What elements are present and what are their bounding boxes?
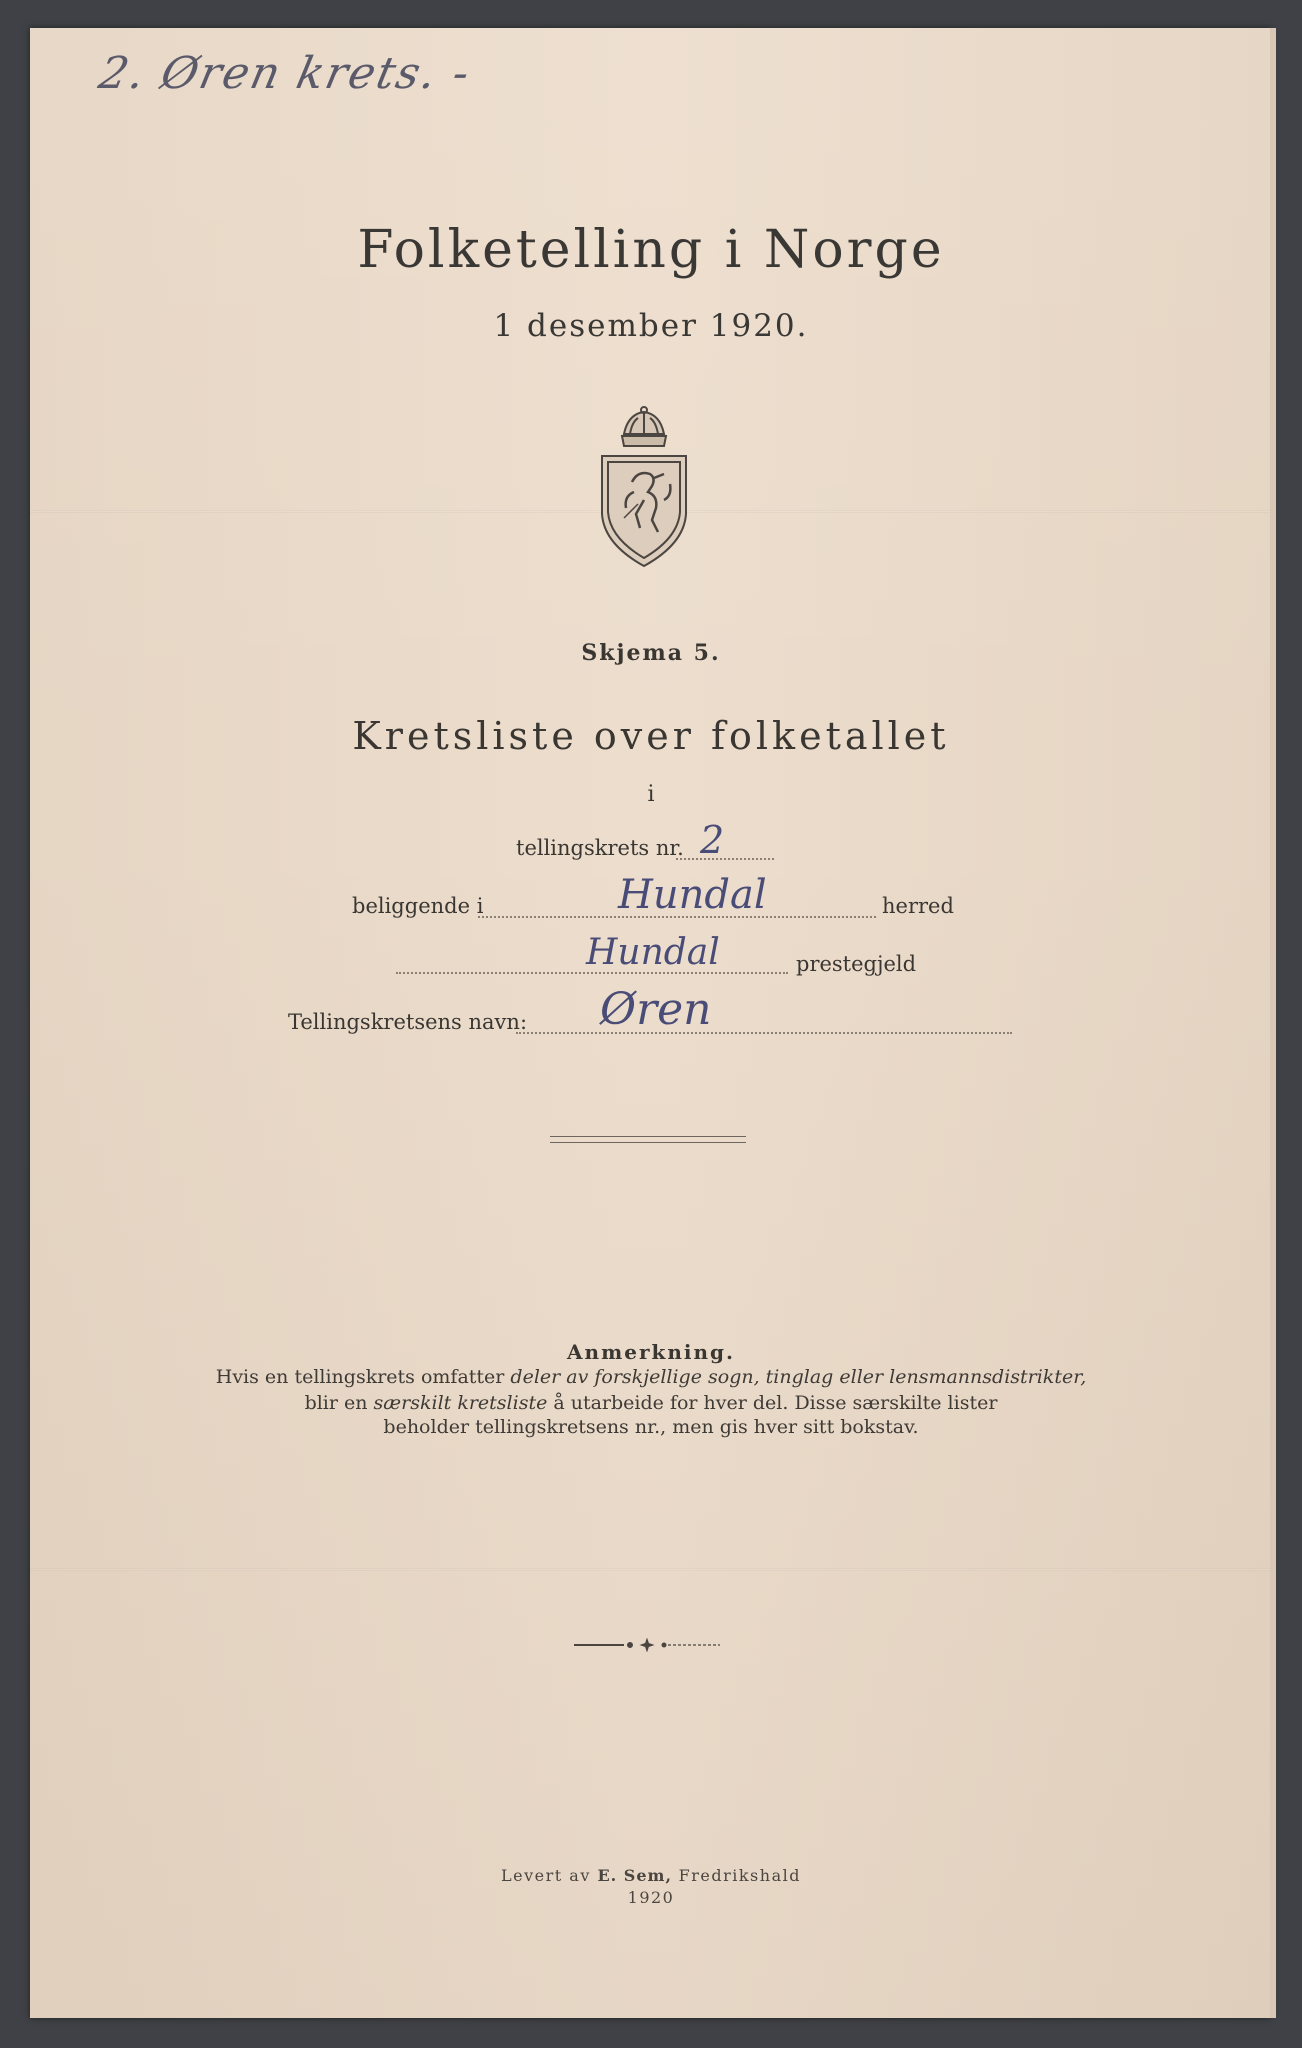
navn-label: Tellingskretsens navn: — [288, 1010, 528, 1034]
section-divider — [550, 1136, 746, 1143]
norwegian-coat-of-arms-icon — [594, 404, 694, 572]
ornament-divider-icon — [572, 1638, 722, 1652]
handwritten-header-note: 2. Øren krets. - — [94, 48, 476, 99]
document-title: Folketelling i Norge — [357, 220, 945, 280]
tellingskrets-label: tellingskrets nr. — [516, 836, 684, 860]
navn-value: Øren — [600, 984, 712, 1035]
note-line-1: Hvis en tellingskrets omfatter deler av forskjellige sogn, tinglag eller lensmannsdistrikter, — [215, 1366, 1087, 1388]
form-subtitle: Kretsliste over folketallet — [352, 714, 950, 758]
printer-year: 1920 — [627, 1888, 675, 1907]
paper-fold — [30, 1568, 1270, 1571]
connector-word: i — [647, 782, 655, 807]
note-heading: Anmerkning. — [567, 1340, 735, 1364]
printer-imprint: Levert av E. Sem, Fredrikshald — [501, 1866, 801, 1885]
document-date: 1 desember 1920. — [493, 308, 809, 344]
prestegjeld-value: Hundal — [586, 932, 720, 973]
navn-field-line — [516, 1032, 1012, 1034]
note-line-3: beholder tellingskretsens nr., men gis hver sitt bokstav. — [383, 1416, 919, 1438]
tellingskrets-number: 2 — [700, 818, 725, 862]
herred-label: herred — [882, 894, 954, 918]
tellingskrets-field-line — [676, 858, 774, 860]
prestegjeld-label: prestegjeld — [796, 952, 917, 976]
schema-number: Skjema 5. — [581, 640, 721, 666]
herred-value: Hundal — [618, 872, 767, 918]
note-line-2: blir en særskilt kretsliste å utarbeide for hver del. Disse særskilte lister — [304, 1392, 998, 1414]
beliggende-label: beliggende i — [352, 894, 484, 918]
